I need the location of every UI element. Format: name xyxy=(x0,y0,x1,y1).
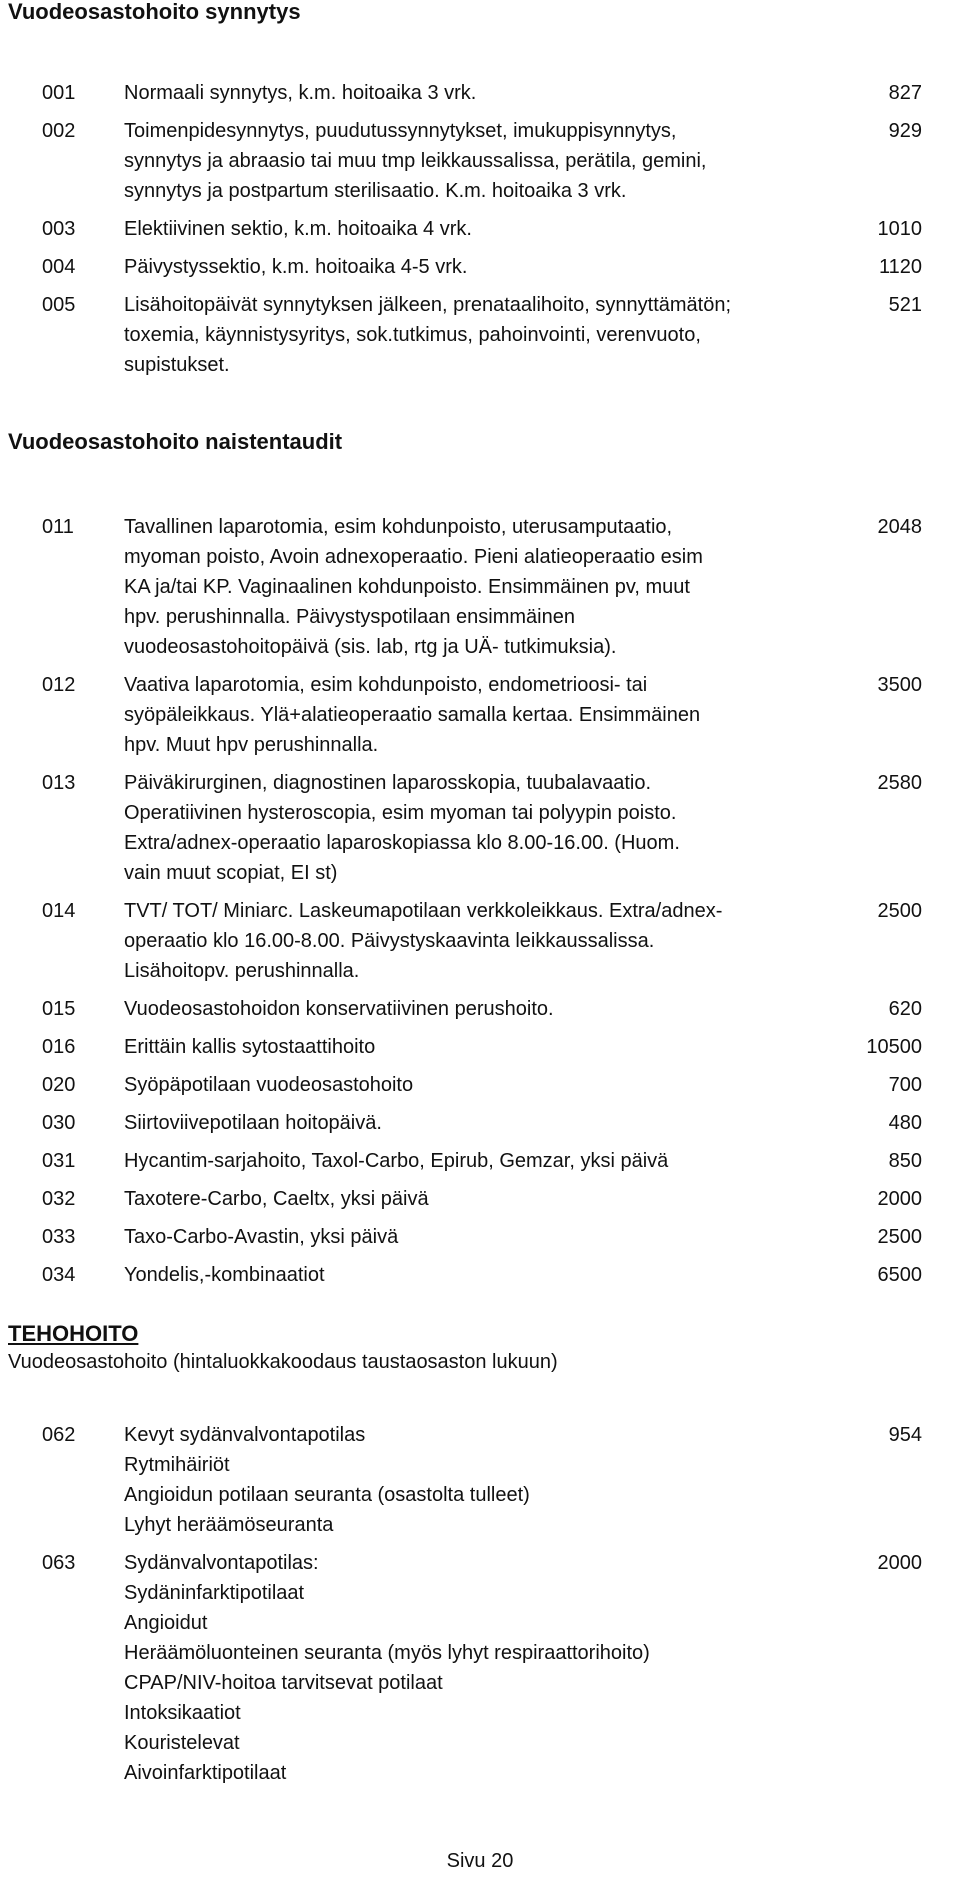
row-description xyxy=(124,214,862,244)
description-line: Normaali synnytys, k.m. hoitoaika 3 vrk. xyxy=(124,82,477,104)
row-code: 032 xyxy=(42,1188,76,1210)
price-row xyxy=(0,896,960,986)
description-line: KA ja/tai KP. Vaginaalinen kohdunpoisto. Ensimmäinen pv, muut xyxy=(124,576,690,598)
row-code: 004 xyxy=(42,256,76,278)
description-line: Lisähoitopv. perushinnalla. xyxy=(124,960,360,982)
description-line: Lisähoitopäivät synnytyksen jälkeen, prenataalihoito, synnyttämätön; xyxy=(124,294,732,316)
row-description xyxy=(124,1108,862,1138)
description-line: synnytys ja abraasio tai muu tmp leikkaussalissa, perätila, gemini, xyxy=(124,150,707,172)
section-heading-naistentaudit: Vuodeosastohoito naistentaudit xyxy=(8,429,343,454)
row-code: 011 xyxy=(42,516,74,538)
description-line: Vaativa laparotomia, esim kohdunpoisto, endometrioosi- tai xyxy=(124,674,648,696)
row-price: 10500 xyxy=(866,1036,922,1058)
description-line: Siirtoviivepotilaan hoitopäivä. xyxy=(124,1112,382,1134)
price-row xyxy=(0,670,960,760)
row-price: 521 xyxy=(888,294,922,316)
row-price: 480 xyxy=(888,1112,922,1134)
row-price: 6500 xyxy=(877,1264,922,1286)
description-line: syöpäleikkaus. Ylä+alatieoperaatio samalla kertaa. Ensimmäinen xyxy=(124,704,701,726)
description-line: Vuodeosastohoidon konservatiivinen perushoito. xyxy=(124,998,554,1020)
description-line: Elektiivinen sektio, k.m. hoitoaika 4 vrk. xyxy=(124,218,472,240)
row-description xyxy=(124,1260,862,1290)
row-description xyxy=(124,1184,862,1214)
description-line: vain muut scopiat, EI st) xyxy=(124,862,338,884)
row-description xyxy=(124,1146,862,1176)
row-code: 062 xyxy=(42,1424,76,1446)
description-line: Erittäin kallis sytostaattihoito xyxy=(124,1036,376,1058)
row-code: 012 xyxy=(42,674,76,696)
row-price: 1010 xyxy=(877,218,922,240)
price-row xyxy=(0,512,960,662)
description-line: hpv. Muut hpv perushinnalla. xyxy=(124,734,379,756)
description-line: Kouristelevat xyxy=(124,1732,240,1754)
description-line: myoman poisto, Avoin adnexoperaatio. Pieni alatieoperaatio esim xyxy=(124,546,703,568)
row-price: 1120 xyxy=(878,256,922,278)
description-line: TVT/ TOT/ Miniarc. Laskeumapotilaan verkkoleikkaus. Extra/adnex- xyxy=(124,900,723,922)
row-code: 015 xyxy=(42,998,76,1020)
row-description xyxy=(124,78,862,108)
row-code: 001 xyxy=(42,82,76,104)
description-line: Heräämöluonteinen seuranta (myös lyhyt respiraattorihoito) xyxy=(124,1642,650,1664)
description-line: Angioidut xyxy=(124,1612,208,1634)
list-synnytys xyxy=(0,78,960,388)
price-row xyxy=(0,116,960,206)
row-code: 005 xyxy=(42,294,76,316)
section-subtitle-tehohoito: Vuodeosastohoito (hintaluokkakoodaus taustaosaston lukuun) xyxy=(8,1351,558,1373)
row-price: 700 xyxy=(888,1074,922,1096)
row-description xyxy=(124,116,862,206)
row-description xyxy=(124,768,862,888)
description-line: Extra/adnex-operaatio laparoskopiassa klo 8.00-16.00. (Huom. xyxy=(124,832,680,854)
price-row xyxy=(0,1070,960,1100)
page-number: Sivu 20 xyxy=(446,1850,514,1872)
description-line: CPAP/NIV-hoitoa tarvitsevat potilaat xyxy=(124,1672,443,1694)
price-row xyxy=(0,1032,960,1062)
price-row xyxy=(0,994,960,1024)
price-row xyxy=(0,768,960,888)
description-line: Intoksikaatiot xyxy=(124,1702,241,1724)
description-line: Aivoinfarktipotilaat xyxy=(124,1762,287,1784)
price-row xyxy=(0,290,960,380)
row-description xyxy=(124,1070,862,1100)
row-price: 2500 xyxy=(877,900,922,922)
row-code: 063 xyxy=(42,1552,76,1574)
row-code: 014 xyxy=(42,900,76,922)
description-line: operaatio klo 16.00-8.00. Päivystyskaavinta leikkaussalissa. xyxy=(124,930,655,952)
row-code: 030 xyxy=(42,1112,76,1134)
row-price: 2000 xyxy=(877,1188,922,1210)
row-price: 3500 xyxy=(877,674,922,696)
description-line: Syöpäpotilaan vuodeosastohoito xyxy=(124,1074,414,1096)
row-description xyxy=(124,1222,862,1252)
row-description xyxy=(124,1032,862,1062)
description-line: toxemia, käynnistysyritys, sok.tutkimus, pahoinvointi, verenvuoto, xyxy=(124,324,701,346)
row-code: 013 xyxy=(42,772,76,794)
row-code: 016 xyxy=(42,1036,76,1058)
description-line: Hycantim-sarjahoito, Taxol-Carbo, Epirub, Gemzar, yksi päivä xyxy=(124,1150,669,1172)
row-description xyxy=(124,1548,862,1788)
row-code: 020 xyxy=(42,1074,76,1096)
row-price: 929 xyxy=(888,120,922,142)
section-heading-tehohoito: TEHOHOITO xyxy=(8,1321,139,1346)
description-line: Operatiivinen hysteroscopia, esim myoman tai polyypin poisto. xyxy=(124,802,677,824)
description-line: hpv. perushinnalla. Päivystyspotilaan ensimmäinen xyxy=(124,606,575,628)
row-description xyxy=(124,252,862,282)
row-code: 033 xyxy=(42,1226,76,1248)
section-heading-synnytys: Vuodeosastohoito synnytys xyxy=(8,0,301,24)
price-row xyxy=(0,1146,960,1176)
description-line: Päiväkirurginen, diagnostinen laparosskopia, tuubalavaatio. xyxy=(124,772,652,794)
list-naistentaudit xyxy=(0,512,960,1298)
price-row xyxy=(0,252,960,282)
row-price: 620 xyxy=(888,998,922,1020)
description-line: vuodeosastohoitopäivä (sis. lab, rtg ja UÄ- tutkimuksia). xyxy=(124,636,617,658)
row-description xyxy=(124,512,862,662)
price-row xyxy=(0,1420,960,1540)
price-row xyxy=(0,78,960,108)
row-price: 2580 xyxy=(877,772,922,794)
row-code: 002 xyxy=(42,120,76,142)
description-line: Taxo-Carbo-Avastin, yksi päivä xyxy=(124,1226,399,1248)
row-code: 031 xyxy=(42,1150,76,1172)
description-line: Rytmihäiriöt xyxy=(124,1454,230,1476)
row-description xyxy=(124,290,862,380)
description-line: Sydänvalvontapotilas: xyxy=(124,1552,319,1574)
row-price: 954 xyxy=(888,1424,922,1446)
row-price: 827 xyxy=(888,82,922,104)
description-line: supistukset. xyxy=(124,354,230,376)
description-line: Lyhyt heräämöseuranta xyxy=(124,1514,334,1536)
price-row xyxy=(0,1260,960,1290)
row-price: 2000 xyxy=(877,1552,922,1574)
row-code: 003 xyxy=(42,218,76,240)
row-description xyxy=(124,994,862,1024)
row-price: 2500 xyxy=(877,1226,922,1248)
price-row xyxy=(0,214,960,244)
description-line: Päivystyssektio, k.m. hoitoaika 4-5 vrk. xyxy=(124,256,468,278)
description-line: Yondelis,-kombinaatiot xyxy=(124,1264,325,1286)
description-line: Toimenpidesynnytys, puudutussynnytykset, imukuppisynnytys, xyxy=(124,120,677,142)
description-line: Sydäninfarktipotilaat xyxy=(124,1582,305,1604)
row-description xyxy=(124,1420,862,1540)
description-line: Angioidun potilaan seuranta (osastolta tulleet) xyxy=(124,1484,530,1506)
row-price: 2048 xyxy=(877,516,922,538)
description-line: synnytys ja postpartum sterilisaatio. K.m. hoitoaika 3 vrk. xyxy=(124,180,627,202)
row-description xyxy=(124,670,862,760)
description-line: Kevyt sydänvalvontapotilas xyxy=(124,1424,366,1446)
price-row xyxy=(0,1548,960,1788)
row-description xyxy=(124,896,862,986)
price-row xyxy=(0,1222,960,1252)
row-code: 034 xyxy=(42,1264,76,1286)
description-line: Tavallinen laparotomia, esim kohdunpoisto, uterusamputaatio, xyxy=(124,516,673,538)
price-row xyxy=(0,1108,960,1138)
description-line: Taxotere-Carbo, Caeltx, yksi päivä xyxy=(124,1188,429,1210)
price-row xyxy=(0,1184,960,1214)
list-tehohoito xyxy=(0,1420,960,1796)
row-price: 850 xyxy=(888,1150,922,1172)
